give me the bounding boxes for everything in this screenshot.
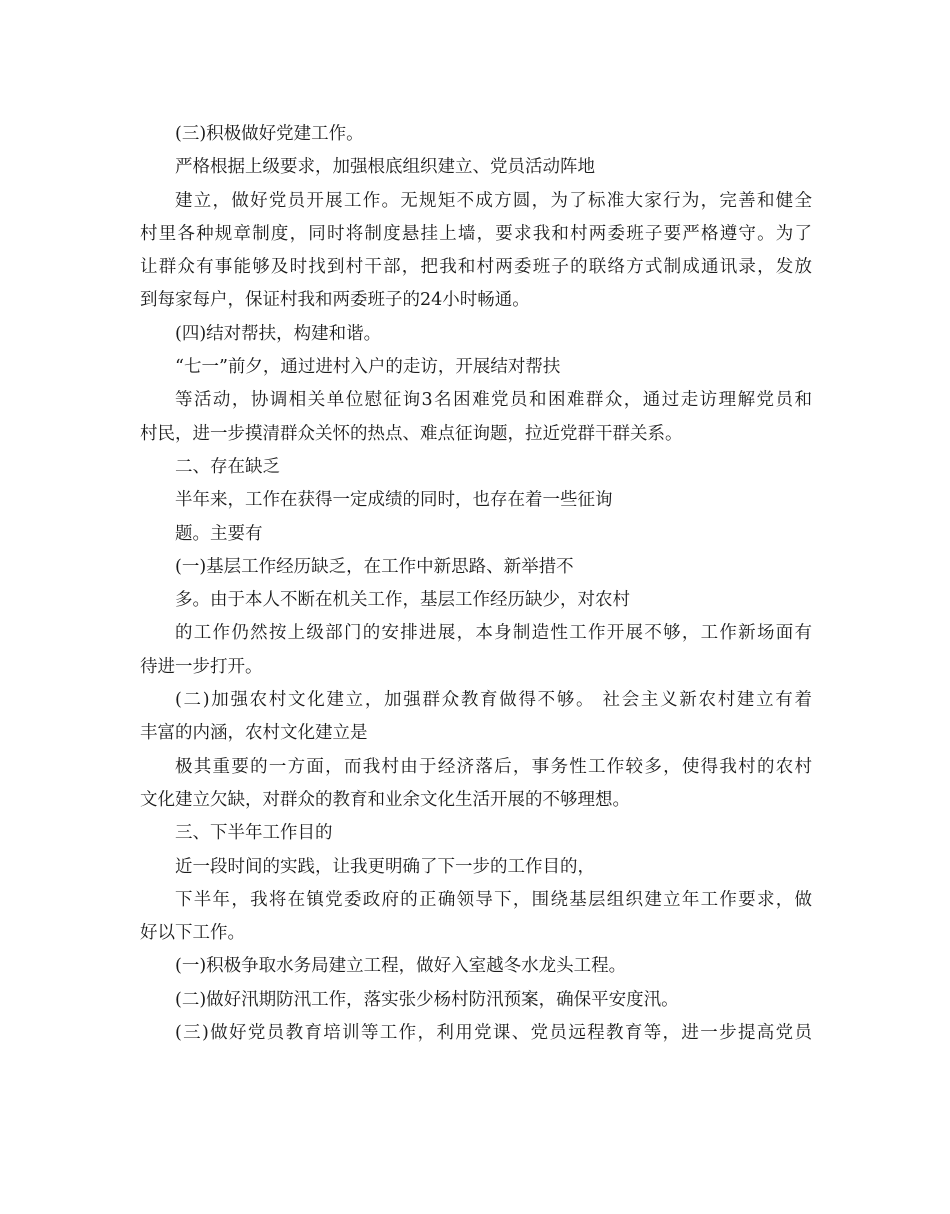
text-line: 好以下工作。	[140, 923, 245, 944]
text-line: 文化建立欠缺，对群众的教育和业余文化生活开展的不够理想。	[140, 789, 630, 810]
text-line: 极其重要的一方面，而我村由于经济落后，事务性工作较多，使得我村的农村	[175, 756, 812, 777]
text-line: 题。主要有	[175, 523, 263, 544]
text-line: (二)加强农村文化建立，加强群众教育做得不够。 社会主义新农村建立有着	[175, 690, 812, 711]
text-line: 到每家每户，保证村我和两委班子的24小时畅通。	[140, 290, 530, 311]
text-line: 丰富的内涵，农村文化建立是	[140, 723, 368, 744]
text-line: (二)做好汛期防汛工作，落实张少杨村防汛预案，确保平安度汛。	[175, 989, 679, 1010]
text-line: 村民，进一步摸清群众关怀的热点、难点征询题，拉近党群干群关系。	[140, 423, 683, 444]
text-line: 村里各种规章制度，同时将制度悬挂上墙，要求我和村两委班子要严格遵守。为了	[140, 223, 812, 244]
text-line: 三、下半年工作目的	[175, 823, 333, 844]
text-line: (四)结对帮扶，构建和谐。	[175, 323, 382, 344]
text-line: 二、存在缺乏	[175, 456, 280, 477]
document-body	[140, 118, 812, 1050]
text-line: (一)基层工作经历缺乏，在工作中新思路、新举措不	[175, 556, 574, 577]
text-line: 下半年，我将在镇党委政府的正确领导下，围绕基层组织建立年工作要求，做	[175, 889, 812, 910]
text-line: 让群众有事能够及时找到村干部，把我和村两委班子的联络方式制成通讯录，发放	[140, 257, 812, 278]
text-line: 的工作仍然按上级部门的安排进展，本身制造性工作开展不够，工作新场面有	[175, 623, 812, 644]
text-line: 严格根据上级要求，加强根底组织建立、党员活动阵地	[175, 157, 595, 178]
text-line: 半年来，工作在获得一定成绩的同时，也存在着一些征询	[175, 490, 613, 511]
text-line: 待进一步打开。	[140, 656, 263, 677]
text-line: 建立，做好党员开展工作。无规矩不成方圆，为了标准大家行为，完善和健全	[175, 190, 812, 211]
text-line: (一)积极争取水务局建立工程，做好入室越冬水龙头工程。	[175, 956, 627, 977]
text-line: 等活动，协调相关单位慰征询3名困难党员和困难群众，通过走访理解党员和	[175, 390, 812, 411]
text-line: 近一段时间的实践，让我更明确了下一步的工作目的，	[175, 856, 595, 877]
text-line: (三)积极做好党建工作。	[175, 124, 364, 144]
text-line: 多。由于本人不断在机关工作，基层工作经历缺少，对农村	[175, 590, 630, 611]
text-line: “七一”前夕，通过进村入户的走访，开展结对帮扶	[175, 357, 561, 378]
text-line: (三)做好党员教育培训等工作，利用党课、党员远程教育等，进一步提高党员	[175, 1023, 812, 1044]
